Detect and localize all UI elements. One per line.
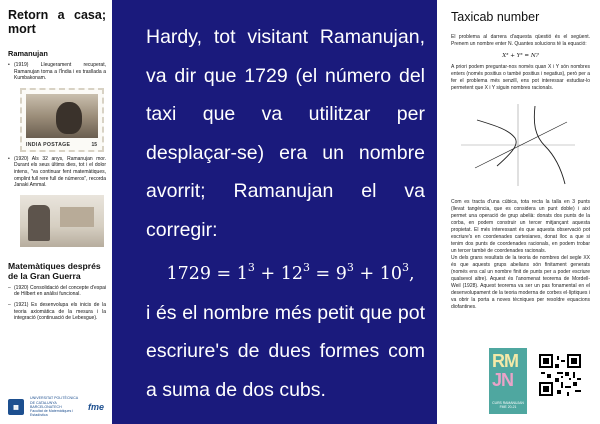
dash-mark: – xyxy=(8,284,11,291)
right-para-1: El problema al darrera d'aquesta qüestió és el següent. Prenem un nombre enter N. Quantes solucions té la equació: xyxy=(451,34,590,47)
rmjn-logo-mid: JN xyxy=(492,370,514,390)
left-bullet-4-text: (1921) Es desenvolupa els inicis de la teoria axiomàtica de la mesura i la integració (continuació de Lebesgue). xyxy=(14,301,106,322)
dash-mark: – xyxy=(8,301,11,308)
stamp-label: INDIA POSTAGE xyxy=(26,141,71,148)
right-title: Taxicab number xyxy=(451,10,540,24)
center-paragraph-1: Hardy, tot visitant Ramanujan, va dir que 1729 (el número del taxi que va utilitzar per desplaçar-se) era un nombre avorrit; Ramanujan el va corregir: xyxy=(146,26,425,241)
logos-row xyxy=(8,396,108,418)
left-bullet-2-text: (1920) Als 32 anys, Ramanujan mor. Durant els seus últims dies, tot i el dolor intens, "va continuar fent matemàtiques, omplint full rere full de números", recorda Janaki Ammal. xyxy=(14,155,106,189)
left-bullet-3-text: (1920) Consolidació del concepte d'espai de Hilbert en anàlisi funcional. xyxy=(14,284,106,298)
right-para-2: A priori podem preguntar-nos només quan X i Y són nombres enters (només positius o també positius i negatius), però per a fer el problema més senzill, ens pot interessar estudiar-lo permetent que X i Y siguin nombres racionals. xyxy=(451,64,590,91)
upc-logo-icon: ▦ xyxy=(8,399,24,415)
right-para-4: Un dels grans resultats de la teoria de nombres del segle XX és que aquests grups abelians són finitament generats (només ens cal un nombre finit de punts per a poder escriure qualsevol altre). Aquest és l'anomenat teorema de Mordell-Weil (1928). Aquest teorema va ser un pas fonamental en el desenvolupament de la teoria moderna de corbes el·líptiques i va obrir la porta a noves tècniques per resoldre equacions diofantines. xyxy=(451,255,590,310)
graph-curve-left xyxy=(477,120,516,166)
rmjn-logo-top: RM xyxy=(492,351,518,371)
stamp-price: 15 xyxy=(91,141,97,148)
stamp-portrait xyxy=(26,94,98,138)
left-bullet-2 xyxy=(8,156,106,189)
left-section-title: Matemàtiques després de la Gran Guerra xyxy=(8,260,101,281)
stamp-face xyxy=(56,102,82,134)
fme-name: Facultat de Matemàtiques i Estadística xyxy=(30,409,74,418)
upc-logo-text xyxy=(30,396,82,417)
center-panel xyxy=(112,0,437,424)
rmjn-logo-caption: CURS RAMANUJAN FME 20-21 xyxy=(492,401,524,409)
right-equation: X³ + Y³ = N? xyxy=(502,53,539,59)
badges-row xyxy=(451,348,591,416)
left-bullet-1-text: (1919) Lleugerament recuperat, Ramanujan torna a l'Índia i es trasllada a Kumbakonam. xyxy=(14,62,106,82)
ramanujan-stamp-image xyxy=(20,88,104,152)
left-bullet-4 xyxy=(8,302,106,322)
photo-display xyxy=(60,207,94,227)
right-column xyxy=(437,0,600,424)
center-paragraph-2: i és el nombre més petit que pot escriure's de dues formes com a suma de dos cubs. xyxy=(146,301,425,401)
right-para-3: Com es tracta d'una cúbica, tota recta la talla en 3 punts (llevat tangència, que es considera un punt doble) i així permet una operació de grup abelià: donats dos punts de la corba, en podem construir un tercer mitjançant aquesta propietat. El més interessant és que aquesta observació pot escriure's en coordenades cartesianes, donat lloc a que si tenim dos punts de coordenades racionals, en podem trobar un tercer també de coordenades racionals. xyxy=(451,199,590,254)
cubic-curve-graph xyxy=(457,102,579,188)
left-bullet-1 xyxy=(8,62,106,82)
qr-code[interactable] xyxy=(537,352,583,398)
left-column xyxy=(0,0,112,424)
rmjn-logo xyxy=(489,348,527,414)
taxicab-formula: $1729 = 1^3 + 12^3 = 9^3 + 10^3$, xyxy=(166,261,415,284)
bullet-mark: • xyxy=(8,155,10,162)
fme-logo: fme xyxy=(88,402,105,412)
upc-name: UNIVERSITAT POLITÈCNICA DE CATALUNYA BARCELONATECH xyxy=(30,396,78,409)
photo-figure xyxy=(28,205,50,241)
bullet-mark: • xyxy=(8,62,10,68)
ramanujan-home-photo xyxy=(20,195,104,247)
left-subtitle: Ramanujan xyxy=(8,49,48,58)
left-bullet-3 xyxy=(8,285,106,298)
left-title: Retorn a casa; mort xyxy=(8,8,106,36)
